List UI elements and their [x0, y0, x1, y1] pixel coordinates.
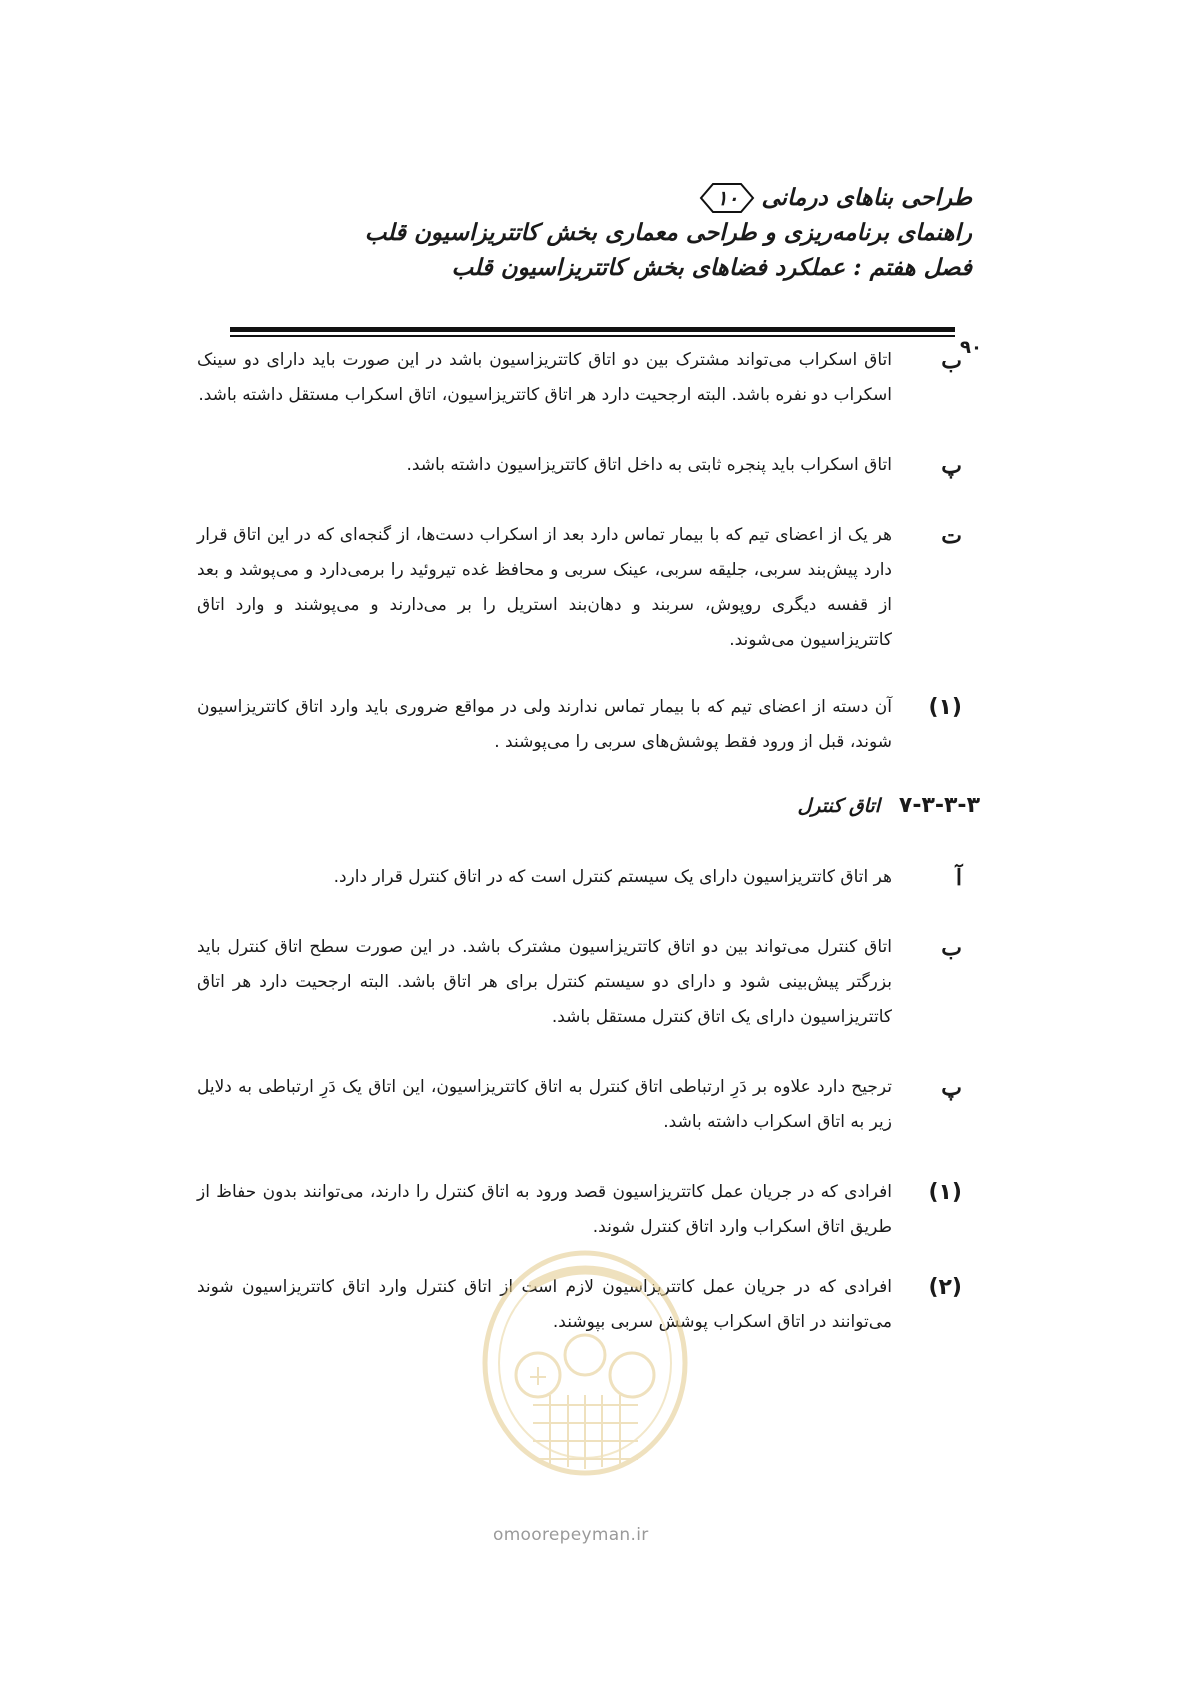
item-marker: (۲): [928, 1275, 962, 1300]
header-divider-thin: [230, 335, 955, 337]
paragraph: هر یک از اعضای تیم که با بیمار تماس دارد بعد از اسکراب دست‌ها، از گنجه‌ای که در این اتاق قرار دارد پیش‌بند سربی، جلیقه سربی، عینک سربی و محافظ غده تیروئید را برمی‌دارد و می‌پوشد و بعد از قفسه دیگری روپوش، سربند و دهان‌بند استریل را بر می‌دارند و می‌پوشند و وارد اتاق کاتتریزاسیون می‌شوند.: [197, 525, 892, 650]
watermark-url: omoorepeyman.ir: [493, 1525, 649, 1545]
book-title: راهنمای برنامه‌ریزی و طراحی معماری بخش کاتتریزاسیون قلب: [364, 219, 972, 246]
series-number-badge: [699, 182, 755, 214]
paragraph: افرادی که در جریان عمل کاتتریزاسیون قصد ورود به اتاق کنترل را دارند، می‌توانند بدون حفاظ از طریق اتاق اسکراب وارد اتاق کنترل شوند.: [197, 1182, 892, 1237]
page-header: [365, 180, 972, 285]
section-title: اتاق کنترل: [797, 795, 880, 817]
series-number: ۱۰: [716, 185, 739, 210]
item-marker: (۱): [928, 1180, 962, 1205]
item-marker: (۱): [928, 695, 962, 720]
page-number: ۹۰: [960, 337, 982, 358]
series-title: طراحی بناهای درمانی: [761, 184, 972, 211]
header-divider-thick: [230, 327, 955, 332]
paragraph: آن دسته از اعضای تیم که با بیمار تماس ندارند ولی در مواقع ضروری باید وارد اتاق کاتتریزاسیون شوند، قبل از ورود فقط پوشش‌های سربی را می‌پوشند .: [197, 697, 892, 752]
item-marker: ت: [941, 523, 962, 549]
chapter-title: فصل هفتم : عملکرد فضاهای بخش کاتتریزاسیون قلب: [451, 254, 972, 281]
paragraph: هر اتاق کاتتریزاسیون دارای یک سیستم کنترل است که در اتاق کنترل قرار دارد.: [333, 867, 892, 887]
paragraph: اتاق کنترل می‌تواند بین دو اتاق کاتتریزاسیون مشترک باشد. در این صورت سطح اتاق کنترل باید بزرگتر پیش‌بینی شود و دارای دو سیستم کنترل برای هر اتاق باشد. البته ارجحیت دارد هر اتاق کاتتریزاسیون دارای یک اتاق کنترل مستقل باشد.: [197, 937, 892, 1027]
paragraph: ترجیح دارد علاوه بر دَرِ ارتباطی اتاق کنترل به اتاق کاتتریزاسیون، این اتاق یک دَرِ ارتباطی به دلایل زیر به اتاق اسکراب داشته باشد.: [197, 1077, 892, 1132]
series-title-line: [365, 180, 972, 215]
item-marker: ب: [941, 348, 962, 374]
watermark-logo: [478, 1245, 693, 1480]
item-marker: آ: [955, 865, 962, 891]
paragraph: افرادی که در جریان عمل کاتتریزاسیون لازم است از اتاق کنترل وارد اتاق کاتتریزاسیون شوند می‌توانند در اتاق اسکراب پوشش سربی بپوشند.: [197, 1277, 892, 1332]
item-marker: پ: [941, 453, 962, 479]
paragraph: اتاق اسکراب باید پنجره ثابتی به داخل اتاق کاتتریزاسیون داشته باشد.: [406, 455, 892, 475]
section-number: ۷-۳-۳-۳: [898, 793, 980, 818]
paragraph: اتاق اسکراب می‌تواند مشترک بین دو اتاق کاتتریزاسیون باشد در این صورت باید دارای دو سینک اسکراب دو نفره باشد. البته ارجحیت دارد هر اتاق کاتتریزاسیون، اتاق اسکراب مستقل داشته باشد.: [197, 350, 892, 405]
item-marker: پ: [941, 1075, 962, 1101]
watermark-emblem-icon: [478, 1245, 693, 1480]
item-marker: ب: [941, 935, 962, 961]
